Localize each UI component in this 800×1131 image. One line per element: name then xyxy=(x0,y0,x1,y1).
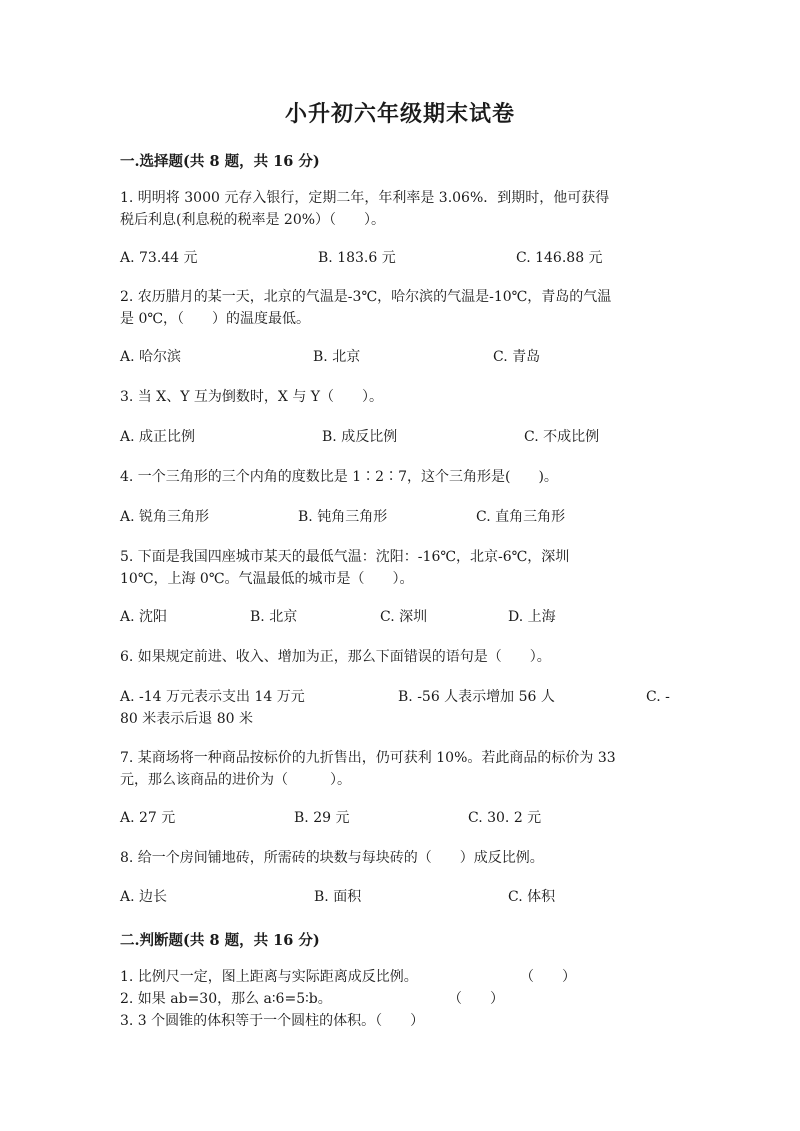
question-8 xyxy=(120,847,680,869)
page-title: 小升初六年级期末试卷 xyxy=(284,101,515,127)
option-b: B. 成反比例 xyxy=(322,429,398,445)
option-c: C. 146.88 元 xyxy=(516,250,603,266)
option-c: C. 直角三角形 xyxy=(476,509,566,525)
question-stem-line: 1. 明明将 3000 元存入银行，定期二年，年利率是 3.06%．到期时，他可获得 xyxy=(120,190,610,206)
question-stem-line: 6. 如果规定前进、收入、增加为正，那么下面错误的语句是（ ）。 xyxy=(120,649,551,665)
option-a: A. 哈尔滨 xyxy=(120,349,182,365)
question-stem-line: 5. 下面是我国四座城市某天的最低气温：沈阳：-16℃，北京-6℃，深圳 xyxy=(120,549,570,565)
option-c: C. 青岛 xyxy=(493,349,541,365)
question-1 xyxy=(120,187,680,231)
question-stem-line: 税后利息(利息税的税率是 20%）（ ）。 xyxy=(120,212,386,228)
option-b: B. -56 人表示增加 56 人 xyxy=(398,689,555,705)
judgment-3: 3. 3 个圆锥的体积等于一个圆柱的体积。（ ） xyxy=(120,1013,425,1029)
option-c-continued: 80 米表示后退 80 米 xyxy=(120,711,253,727)
question-5 xyxy=(120,546,680,590)
option-c: C. 深圳 xyxy=(380,609,428,625)
option-a: A. 成正比例 xyxy=(120,429,196,445)
section-heading-choice: 一.选择题(共 8 题，共 16 分) xyxy=(120,153,320,170)
option-b: B. 29 元 xyxy=(294,810,350,826)
option-b: B. 钝角三角形 xyxy=(298,509,388,525)
option-a: A. 73.44 元 xyxy=(120,250,198,266)
option-a: A. 边长 xyxy=(120,889,168,905)
option-c: C. 不成比例 xyxy=(524,429,600,445)
question-stem-line: 2. 农历腊月的某一天，北京的气温是-3℃，哈尔滨的气温是-10℃，青岛的气温 xyxy=(120,289,612,305)
answer-blank: （ ） xyxy=(520,969,576,985)
option-b: B. 北京 xyxy=(250,609,298,625)
judgment-2: 2. 如果 ab=30，那么 a∶6=5∶b。 xyxy=(120,991,332,1007)
option-a: A. 27 元 xyxy=(120,810,176,826)
option-a: A. 沈阳 xyxy=(120,609,168,625)
question-stem-line: 4. 一个三角形的三个内角的度数比是 1∶2∶7，这个三角形是( )。 xyxy=(120,469,558,485)
question-2 xyxy=(120,286,680,330)
option-a: A. -14 万元表示支出 14 万元 xyxy=(120,689,305,705)
answer-blank: （ ） xyxy=(448,991,504,1007)
judgment-1: 1. 比例尺一定，图上距离与实际距离成反比例。 xyxy=(120,969,418,985)
question-7 xyxy=(120,747,680,791)
option-c: C. - xyxy=(646,689,670,705)
option-c: C. 30. 2 元 xyxy=(468,810,542,826)
option-b: B. 北京 xyxy=(313,349,361,365)
question-6 xyxy=(120,646,680,668)
section-heading-judgment: 二.判断题(共 8 题，共 16 分) xyxy=(120,932,320,949)
option-b: B. 面积 xyxy=(314,889,362,905)
option-b: B. 183.6 元 xyxy=(318,250,396,266)
question-stem-line: 3. 当 X、Y 互为倒数时，X 与 Y（ ）。 xyxy=(120,389,384,405)
question-stem-line: 7. 某商场将一种商品按标价的九折售出，仍可获利 10%。若此商品的标价为 33 xyxy=(120,750,616,766)
question-stem-line: 是 0℃，（ ）的温度最低。 xyxy=(120,311,311,327)
question-4 xyxy=(120,466,680,488)
option-c: C. 体积 xyxy=(508,889,556,905)
question-stem-line: 元，那么该商品的进价为（ ）。 xyxy=(120,772,351,788)
option-a: A. 锐角三角形 xyxy=(120,509,210,525)
option-d: D. 上海 xyxy=(508,609,556,625)
question-stem-line: 8. 给一个房间铺地砖，所需砖的块数与每块砖的（ ）成反比例。 xyxy=(120,850,544,866)
question-3 xyxy=(120,386,680,408)
question-stem-line: 10℃，上海 0℃。气温最低的城市是（ ）。 xyxy=(120,571,414,587)
